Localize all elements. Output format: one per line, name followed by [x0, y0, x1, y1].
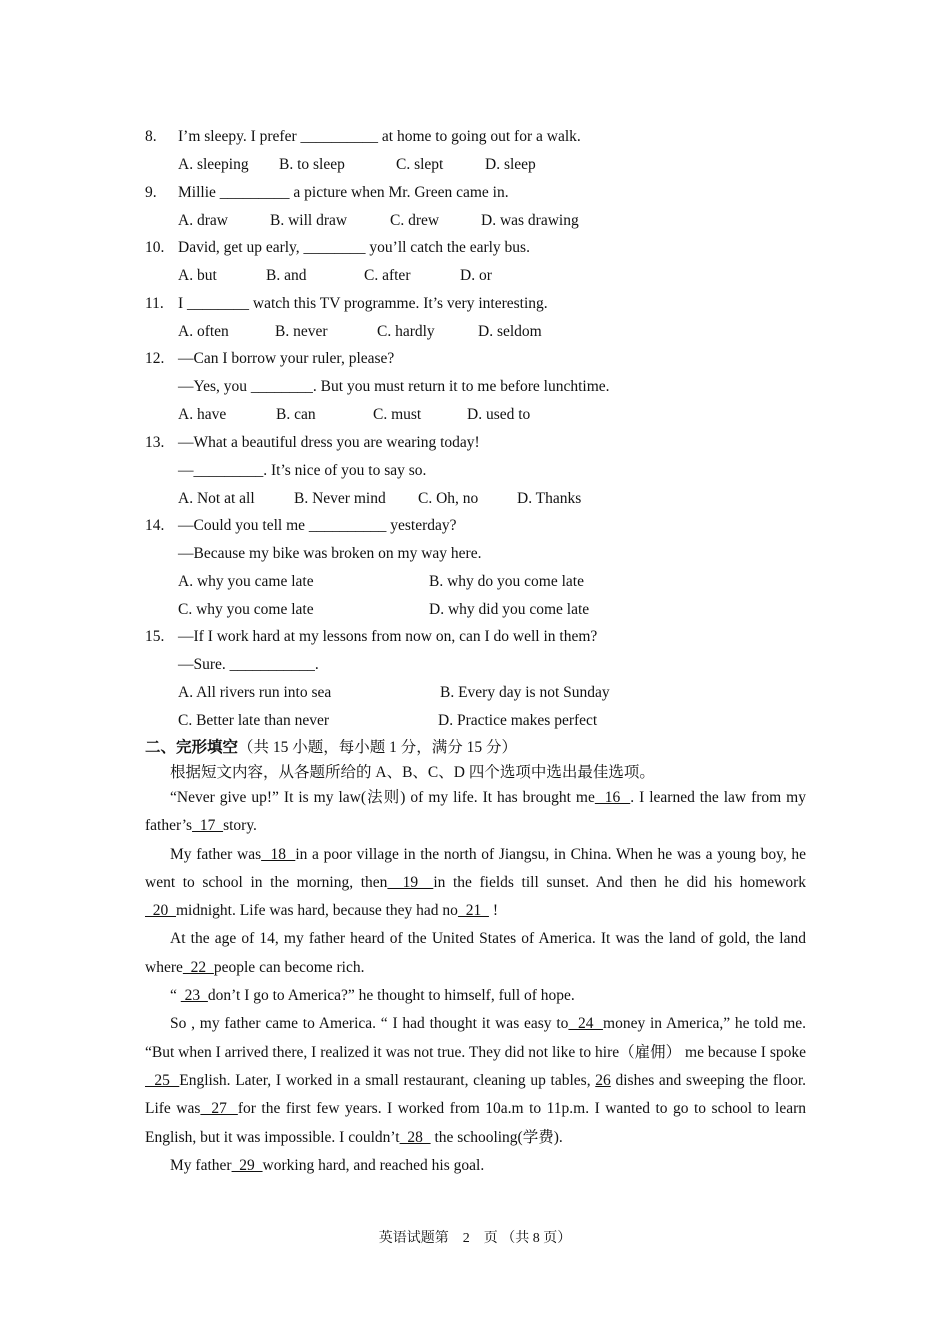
section-note: （共 15 小题，每小题 1 分，满分 15 分）: [238, 739, 518, 756]
question-line: [145, 345, 825, 373]
answer-option[interactable]: C. must: [373, 406, 422, 423]
question-10: [145, 234, 825, 290]
option-row: [145, 401, 825, 429]
answer-option[interactable]: D. why did you come late: [429, 601, 590, 618]
cloze-blank[interactable]: 16: [594, 789, 631, 806]
question-number: 12.: [145, 350, 165, 367]
question-stem: —Can I borrow your ruler, please?: [178, 350, 395, 367]
cloze-blank[interactable]: 22: [182, 958, 214, 976]
question-11: [145, 290, 825, 346]
answer-option[interactable]: D. sleep: [485, 156, 536, 173]
question-number: 14.: [145, 517, 165, 534]
question-number: 15.: [145, 628, 165, 645]
question-number: 13.: [145, 434, 165, 451]
answer-option[interactable]: C. why you come late: [178, 601, 314, 618]
question-stem: David, get up early, ________ you’ll catch the early bus.: [178, 239, 530, 256]
question-stem: —Because my bike was broken on my way here.: [178, 545, 482, 562]
option-row: [145, 318, 825, 346]
cloze-blank[interactable]: 25: [145, 1071, 180, 1089]
answer-option[interactable]: A. have: [178, 406, 227, 423]
question-number: 11.: [145, 295, 164, 312]
answer-option[interactable]: B. and: [266, 267, 307, 284]
section-instruction: 根据短文内容，从各题所给的 A、B、C、D 四个选项中选出最佳选项。: [170, 764, 655, 781]
question-number: 10.: [145, 239, 165, 256]
answer-option[interactable]: B. Never mind: [294, 490, 386, 507]
answer-option[interactable]: A. sleeping: [178, 156, 249, 173]
answer-option[interactable]: D. used to: [467, 406, 531, 423]
answer-option[interactable]: D. or: [460, 267, 492, 284]
passage-paragraph: [145, 982, 806, 1010]
passage-text: don’t I go to America?” he thought to himself, full of hope.: [207, 987, 575, 1005]
option-row: [145, 596, 825, 624]
answer-option[interactable]: B. will draw: [270, 212, 348, 229]
cloze-blank[interactable]: 26: [595, 1071, 611, 1089]
passage-text: in a poor village in the north of Jiangsu, in China. When he was a young boy, he went to school in the morning, then: [145, 845, 807, 891]
passage-text: working hard, and reached his goal.: [262, 1156, 485, 1174]
question-14: [145, 512, 825, 624]
question-line: [145, 512, 825, 540]
answer-option[interactable]: A. draw: [178, 212, 228, 229]
option-row: [145, 679, 825, 707]
option-row: [145, 262, 825, 290]
answer-option[interactable]: B. Every day is not Sunday: [440, 684, 610, 701]
question-stem: —If I work hard at my lessons from now on, can I do well in them?: [178, 628, 598, 645]
passage-text: in the fields till sunset. And then he did his homework: [433, 873, 807, 891]
cloze-blank[interactable]: 20: [145, 902, 176, 920]
answer-option[interactable]: B. to sleep: [279, 156, 345, 173]
question-13: [145, 429, 825, 513]
answer-option[interactable]: C. slept: [396, 156, 444, 173]
cloze-blank[interactable]: 23: [180, 987, 208, 1005]
passage-text: English. Later, I worked in a small restaurant, cleaning up tables,: [179, 1071, 596, 1089]
option-row: [145, 568, 825, 596]
question-15: [145, 623, 825, 735]
cloze-blank[interactable]: 28: [399, 1128, 431, 1146]
question-number: 9.: [145, 184, 157, 201]
question-line: [145, 429, 825, 457]
question-line: [145, 623, 825, 651]
passage-paragraph: [145, 1152, 806, 1180]
section-heading: [145, 735, 517, 761]
passage-paragraph: [145, 784, 806, 841]
question-9: [145, 179, 825, 235]
answer-option[interactable]: A. but: [178, 267, 217, 284]
answer-option[interactable]: A. why you came late: [178, 573, 314, 590]
option-row: [145, 485, 825, 513]
passage-text: . I learned the law from my father’s: [145, 789, 806, 835]
question-line: [145, 373, 825, 401]
answer-option[interactable]: A. often: [178, 323, 229, 340]
passage-text: story.: [223, 817, 257, 835]
answer-option[interactable]: C. Better late than never: [178, 712, 330, 729]
question-stem: I’m sleepy. I prefer __________ at home to going out for a walk.: [178, 128, 581, 145]
passage-paragraph: [145, 841, 806, 926]
question-line: [145, 234, 825, 262]
cloze-blank[interactable]: 17: [192, 817, 224, 835]
passage-text: the schooling(学费).: [430, 1128, 563, 1146]
passage-paragraph: [145, 925, 806, 982]
cloze-blank[interactable]: 21: [457, 902, 489, 920]
passage-text: At the age of 14, my father heard of the United States of America. It was the land of gold, the land where: [145, 930, 806, 976]
question-stem: I ________ watch this TV programme. It’s very interesting.: [178, 295, 548, 312]
answer-option[interactable]: C. drew: [390, 212, 440, 229]
question-stem: —What a beautiful dress you are wearing today!: [178, 434, 480, 451]
passage-text: midnight. Life was hard, because they had no: [176, 902, 458, 920]
passage-text: My father was: [170, 845, 262, 863]
passage-text: “: [170, 987, 181, 1005]
question-number: 8.: [145, 128, 157, 145]
question-stem: —Sure. ___________.: [178, 656, 319, 673]
cloze-blank[interactable]: 29: [231, 1156, 263, 1174]
answer-option[interactable]: C. Oh, no: [418, 490, 479, 507]
option-row: [145, 707, 825, 735]
option-row: [145, 151, 825, 179]
question-8: [145, 123, 825, 179]
answer-option[interactable]: C. after: [364, 267, 411, 284]
answer-option[interactable]: D. Thanks: [517, 490, 582, 507]
question-stem: Millie _________ a picture when Mr. Green came in.: [178, 184, 509, 201]
answer-option[interactable]: B. why do you come late: [429, 573, 584, 590]
option-row: [145, 207, 825, 235]
question-12: [145, 345, 825, 429]
cloze-passage: [145, 784, 806, 1180]
question-line: [145, 651, 825, 679]
cloze-blank[interactable]: 24: [568, 1015, 604, 1033]
cloze-blank[interactable]: 18: [261, 845, 296, 863]
page-footer: 英语试题第 2 页 （共 8 页）: [378, 1231, 572, 1246]
section-title: 二、完形填空: [145, 739, 239, 756]
cloze-blank[interactable]: 27: [200, 1100, 238, 1118]
passage-text: for the first few years. I worked from 10a.m to 11p.m. I wanted to go to school to learn English, but it was impossible. I couldn’t: [145, 1100, 807, 1146]
question-line: [145, 179, 825, 207]
cloze-blank[interactable]: 19: [387, 873, 434, 891]
question-line: [145, 457, 825, 485]
question-stem: —Yes, you ________. But you must return it to me before lunchtime.: [178, 378, 610, 395]
passage-text: dishes and sweeping the floor. Life was: [145, 1071, 807, 1118]
question-line: [145, 290, 825, 318]
answer-option[interactable]: D. Practice makes perfect: [438, 712, 598, 729]
passage-text: money in America,” he told me. “But when I arrived there, I realized it was not true. They did not like to hire（雇佣） me because I spoke: [145, 1015, 807, 1061]
answer-option[interactable]: D. was drawing: [481, 212, 579, 229]
answer-option[interactable]: A. Not at all: [178, 490, 255, 507]
passage-text: So , my father came to America. “ I had thought it was easy to: [170, 1015, 569, 1033]
answer-option[interactable]: C. hardly: [377, 323, 435, 340]
passage-paragraph: [145, 1010, 806, 1151]
passage-text: “Never give up!” It is my law(法则) of my life. It has brought me: [170, 789, 595, 806]
question-line: [145, 123, 825, 151]
passage-text: My father: [170, 1156, 232, 1174]
passage-text: !: [488, 902, 498, 920]
answer-option[interactable]: B. never: [275, 323, 328, 340]
answer-option[interactable]: D. seldom: [478, 323, 542, 340]
answer-option[interactable]: A. All rivers run into sea: [178, 684, 332, 701]
answer-option[interactable]: B. can: [276, 406, 316, 423]
question-stem: —_________. It’s nice of you to say so.: [178, 462, 427, 479]
passage-text: people can become rich.: [213, 958, 365, 976]
question-line: [145, 540, 825, 568]
question-stem: —Could you tell me __________ yesterday?: [178, 517, 457, 534]
